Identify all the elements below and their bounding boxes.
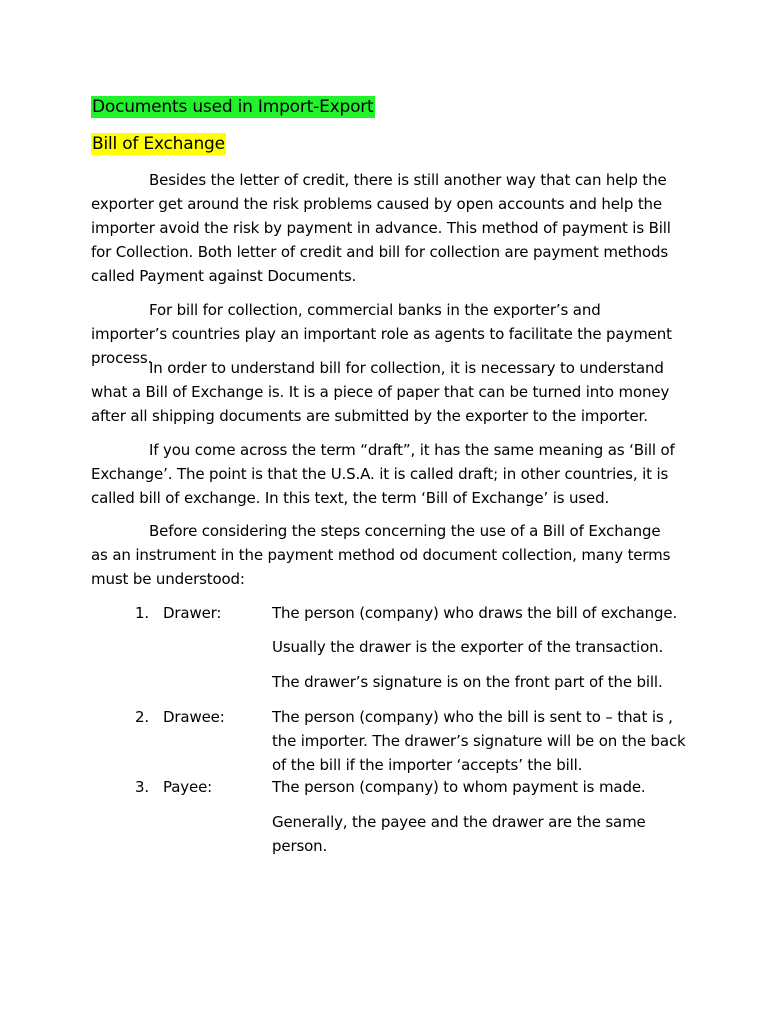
term-definition: The drawer’s signature is on the front part of the bill. — [272, 673, 663, 691]
term-definition: Usually the drawer is the exporter of the transaction. — [272, 638, 664, 656]
term-definition: The person (company) who the bill is sent to – that is , the importer. The drawer’s signature will be on the back of the bill if the importer ‘accepts’ the bill. — [272, 708, 686, 774]
term-label: Payee: — [163, 778, 213, 796]
paragraph: For bill for collection, commercial banks in the exporter’s and importer’s countries play an important role as agents to facilitate the payment process. — [91, 301, 672, 367]
term-label: Drawer: — [163, 604, 222, 622]
term-label: Drawee: — [163, 708, 225, 726]
paragraph: In order to understand bill for collection, it is necessary to understand what a Bill of Exchange is. It is a piece of paper that can be turned into money after all shipping documents are submitted by the exporter to the importer. — [91, 359, 670, 425]
document-heading: Documents used in Import-Export — [92, 97, 374, 117]
paragraph: Besides the letter of credit, there is still another way that can help the exporter get around the risk problems caused by open accounts and help the importer avoid the risk by payment in advance. This method of payment is Bill for Collection. Both letter of credit and bill for collection are payment methods called Payment against Documents. — [91, 171, 671, 285]
term-definition: The person (company) to whom payment is made. — [272, 778, 646, 796]
paragraph: If you come across the term “draft”, it has the same meaning as ‘Bill of Exchange’. The point is that the U.S.A. it is called draft; in other countries, it is called bill of exchange. In this text, the term ‘Bill of Exchange’ is used. — [91, 441, 675, 507]
section-heading: Bill of Exchange — [92, 134, 225, 154]
term-number: 3. — [135, 778, 150, 796]
paragraph: Before considering the steps concerning the use of a Bill of Exchange as an instrument in the payment method od document collection, many terms must be understood: — [91, 522, 671, 588]
term-definition: The person (company) who draws the bill of exchange. — [272, 604, 678, 622]
term-definition: Generally, the payee and the drawer are the same person. — [272, 813, 646, 855]
term-number: 2. — [135, 708, 150, 726]
term-number: 1. — [135, 604, 150, 622]
